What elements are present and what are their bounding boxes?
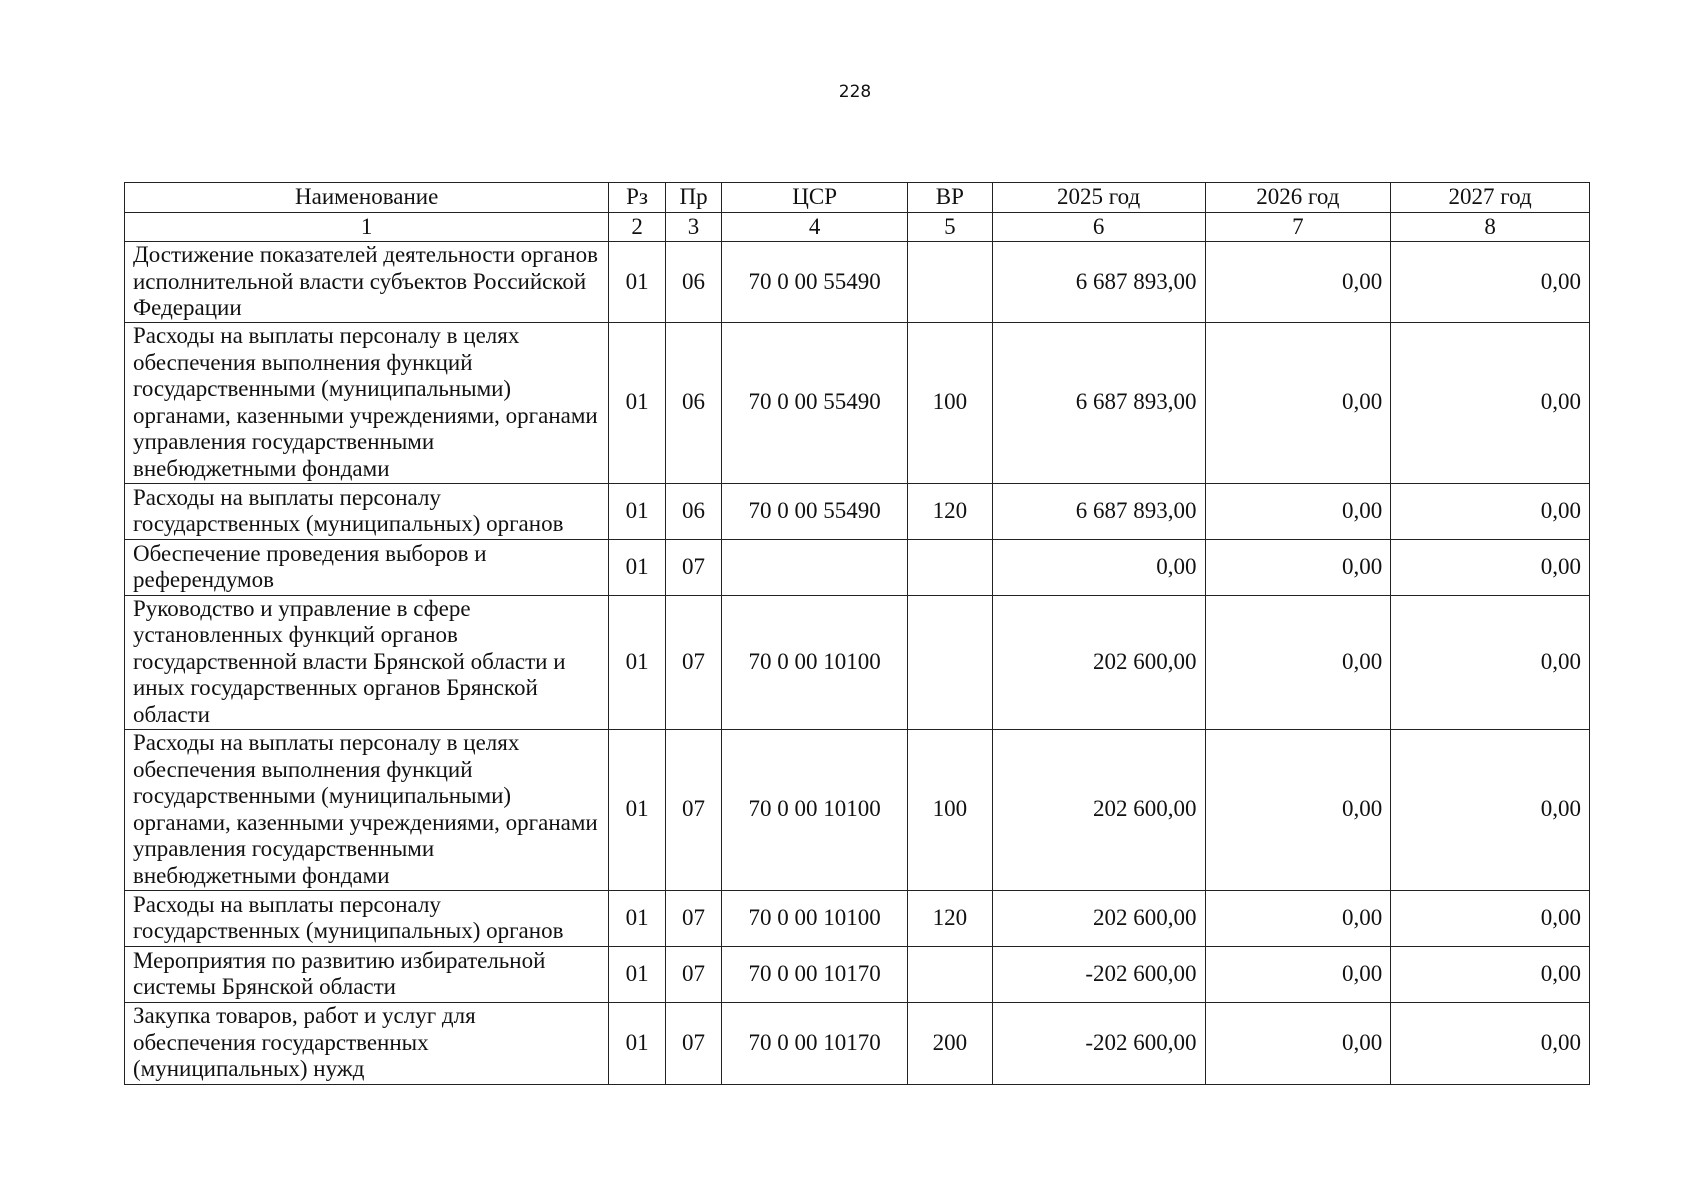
row-2027: 0,00 <box>1391 729 1590 890</box>
row-2025: 202 600,00 <box>992 890 1205 946</box>
table-row <box>125 483 1590 539</box>
row-csr: 70 0 00 10100 <box>722 890 908 946</box>
row-2025: 202 600,00 <box>992 595 1205 729</box>
row-name: Расходы на выплаты персоналу в целях обеспечения выполнения функций государственными (муниципальными) органами, казенными учреждениями, органами управления государственными внебюджетными фондами <box>125 322 609 483</box>
row-2025: 6 687 893,00 <box>992 322 1205 483</box>
row-2027: 0,00 <box>1391 322 1590 483</box>
row-2026: 0,00 <box>1205 322 1391 483</box>
column-number: 2 <box>609 213 665 242</box>
row-csr: 70 0 00 10100 <box>722 729 908 890</box>
row-pr: 07 <box>665 539 721 595</box>
row-vr: 120 <box>907 890 992 946</box>
row-pr: 07 <box>665 890 721 946</box>
row-2026: 0,00 <box>1205 595 1391 729</box>
row-rz: 01 <box>609 483 665 539</box>
budget-table <box>124 182 1590 1085</box>
row-rz: 01 <box>609 242 665 323</box>
row-rz: 01 <box>609 322 665 483</box>
table-row <box>125 595 1590 729</box>
header-2027: 2027 год <box>1391 183 1590 213</box>
row-2025: -202 600,00 <box>992 1002 1205 1084</box>
row-2026: 0,00 <box>1205 946 1391 1002</box>
page-number: 228 <box>838 82 872 102</box>
row-2027: 0,00 <box>1391 595 1590 729</box>
row-csr: 70 0 00 10170 <box>722 1002 908 1084</box>
row-2025: 0,00 <box>992 539 1205 595</box>
row-name: Руководство и управление в сфере установленных функций органов государственной власти Брянской области и иных государственных органов Брянской области <box>125 595 609 729</box>
row-2026: 0,00 <box>1205 729 1391 890</box>
row-2026: 0,00 <box>1205 539 1391 595</box>
row-vr <box>907 946 992 1002</box>
table-row <box>125 890 1590 946</box>
row-vr <box>907 595 992 729</box>
row-csr: 70 0 00 55490 <box>722 242 908 323</box>
header-pr: Пр <box>665 183 721 213</box>
row-name: Расходы на выплаты персоналу государственных (муниципальных) органов <box>125 483 609 539</box>
table-row <box>125 322 1590 483</box>
row-2026: 0,00 <box>1205 890 1391 946</box>
row-2026: 0,00 <box>1205 242 1391 323</box>
header-name: Наименование <box>125 183 609 213</box>
row-2025: -202 600,00 <box>992 946 1205 1002</box>
row-pr: 07 <box>665 729 721 890</box>
row-rz: 01 <box>609 595 665 729</box>
row-vr <box>907 242 992 323</box>
column-number: 5 <box>907 213 992 242</box>
row-rz: 01 <box>609 729 665 890</box>
row-csr: 70 0 00 10170 <box>722 946 908 1002</box>
row-2025: 6 687 893,00 <box>992 483 1205 539</box>
row-2027: 0,00 <box>1391 1002 1590 1084</box>
row-2027: 0,00 <box>1391 946 1590 1002</box>
header-vr: ВР <box>907 183 992 213</box>
row-rz: 01 <box>609 890 665 946</box>
header-2025: 2025 год <box>992 183 1205 213</box>
row-csr: 70 0 00 10100 <box>722 595 908 729</box>
table-row <box>125 729 1590 890</box>
row-2027: 0,00 <box>1391 890 1590 946</box>
row-2027: 0,00 <box>1391 242 1590 323</box>
column-number: 4 <box>722 213 908 242</box>
row-name: Закупка товаров, работ и услуг для обеспечения государственных (муниципальных) нужд <box>125 1002 609 1084</box>
column-number: 6 <box>992 213 1205 242</box>
row-2027: 0,00 <box>1391 539 1590 595</box>
table-header-row <box>125 183 1590 213</box>
row-csr: 70 0 00 55490 <box>722 322 908 483</box>
row-rz: 01 <box>609 946 665 1002</box>
row-vr: 100 <box>907 322 992 483</box>
header-csr: ЦСР <box>722 183 908 213</box>
row-2026: 0,00 <box>1205 1002 1391 1084</box>
column-number: 8 <box>1391 213 1590 242</box>
row-vr: 120 <box>907 483 992 539</box>
row-2025: 202 600,00 <box>992 729 1205 890</box>
row-rz: 01 <box>609 539 665 595</box>
row-2026: 0,00 <box>1205 483 1391 539</box>
table-row <box>125 1002 1590 1084</box>
row-vr: 200 <box>907 1002 992 1084</box>
row-pr: 06 <box>665 483 721 539</box>
row-pr: 07 <box>665 946 721 1002</box>
row-name: Мероприятия по развитию избирательной системы Брянской области <box>125 946 609 1002</box>
row-vr: 100 <box>907 729 992 890</box>
header-rz: Рз <box>609 183 665 213</box>
row-rz: 01 <box>609 1002 665 1084</box>
row-2027: 0,00 <box>1391 483 1590 539</box>
row-name: Обеспечение проведения выборов и референдумов <box>125 539 609 595</box>
row-vr <box>907 539 992 595</box>
column-number: 3 <box>665 213 721 242</box>
row-name: Расходы на выплаты персоналу в целях обеспечения выполнения функций государственными (муниципальными) органами, казенными учреждениями, органами управления государственными внебюджетными фондами <box>125 729 609 890</box>
row-pr: 07 <box>665 1002 721 1084</box>
row-csr <box>722 539 908 595</box>
row-pr: 06 <box>665 322 721 483</box>
column-number-row <box>125 213 1590 242</box>
row-pr: 06 <box>665 242 721 323</box>
row-2025: 6 687 893,00 <box>992 242 1205 323</box>
column-number: 1 <box>125 213 609 242</box>
table-row <box>125 242 1590 323</box>
table-row <box>125 946 1590 1002</box>
header-2026: 2026 год <box>1205 183 1391 213</box>
row-name: Расходы на выплаты персоналу государственных (муниципальных) органов <box>125 890 609 946</box>
row-csr: 70 0 00 55490 <box>722 483 908 539</box>
row-name: Достижение показателей деятельности органов исполнительной власти субъектов Российской Федерации <box>125 242 609 323</box>
table-row <box>125 539 1590 595</box>
column-number: 7 <box>1205 213 1391 242</box>
row-pr: 07 <box>665 595 721 729</box>
